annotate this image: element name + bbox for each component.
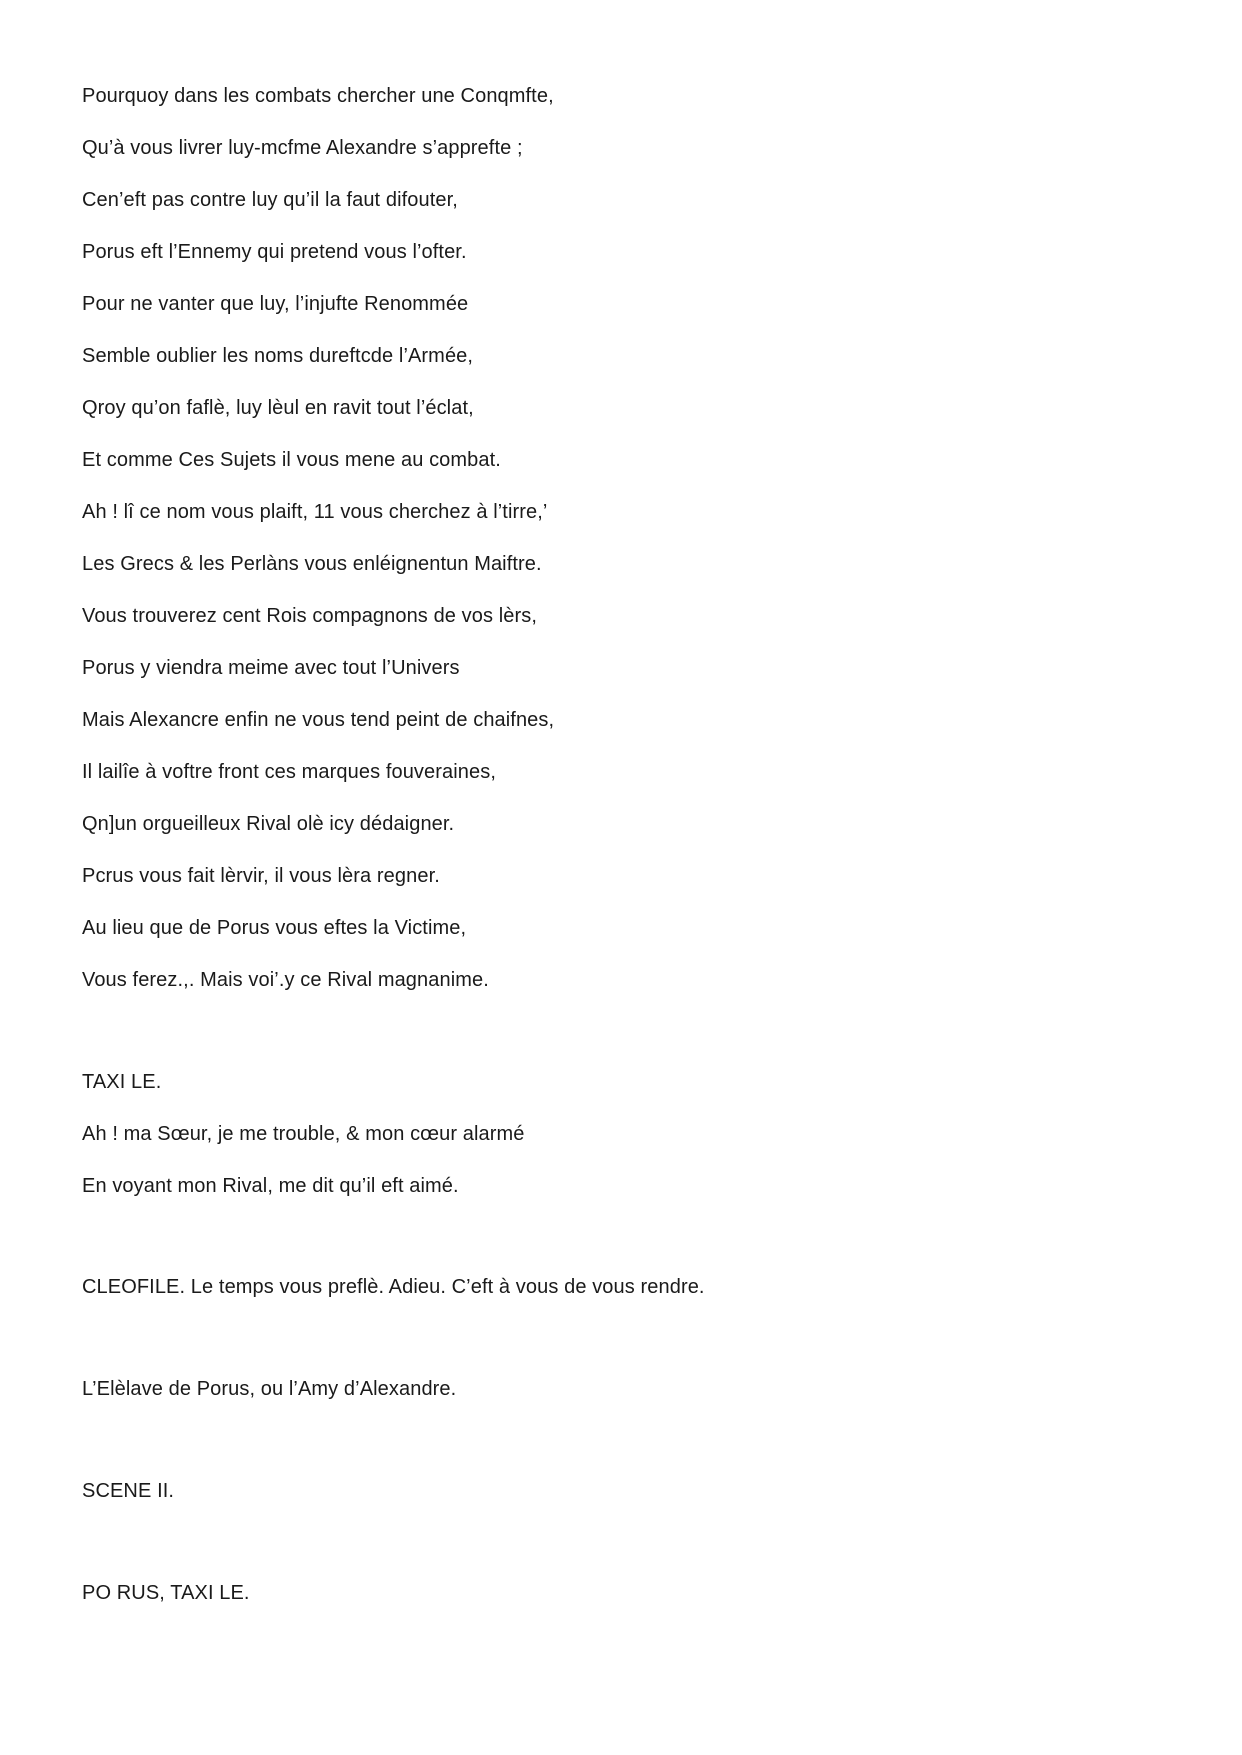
verse-line: Qroy qu’on faflè, luy lèul en ravit tout l’éclat,	[82, 397, 474, 419]
speaker-name: TAXI LE.	[82, 1071, 162, 1093]
verse-line: Les Grecs & les Perlàns vous enléignentun Maiftre.	[82, 553, 542, 575]
verse-line: Au lieu que de Porus vous eftes la Victime,	[82, 917, 467, 939]
verse-line: Pcrus vous fait lèrvir, il vous lèra regner.	[82, 865, 440, 887]
verse-line: En voyant mon Rival, me dit qu’il eft aimé.	[82, 1175, 459, 1197]
scene-characters: PO RUS, TAXI LE.	[82, 1582, 250, 1604]
verse-line: Vous ferez.,. Mais voi’.y ce Rival magnanime.	[82, 969, 489, 991]
verse-line: Vous trouverez cent Rois compagnons de vos lèrs,	[82, 605, 538, 627]
verse-line: Pourquoy dans les combats chercher une Conqmfte,	[82, 85, 554, 107]
verse-line: Cen’eft pas contre luy qu’il la faut difouter,	[82, 189, 458, 211]
verse-line: Ah ! ma Sœur, je me trouble, & mon cœur alarmé	[82, 1123, 525, 1145]
scene-heading: SCENE II.	[82, 1480, 175, 1502]
verse-line: Porus y viendra meime avec tout l’Univers	[82, 657, 460, 679]
cleofile-line-2: L’Elèlave de Porus, ou l’Amy d’Alexandre.	[82, 1378, 457, 1400]
verse-line: Qu’à vous livrer luy-mcfme Alexandre s’apprefte ;	[82, 137, 523, 159]
cleofile-line: CLEOFILE. Le temps vous preflè. Adieu. C’eft à vous de vous rendre.	[82, 1276, 705, 1298]
verse-line: Ah ! lî ce nom vous plaift, 11 vous cherchez à l’tirre,’	[82, 501, 548, 523]
verse-line: Semble oublier les noms dureftcde l’Armée,	[82, 345, 474, 367]
verse-line: Porus eft l’Ennemy qui pretend vous l’ofter.	[82, 241, 467, 263]
verse-line: Qn]un orgueilleux Rival olè icy dédaigner.	[82, 813, 455, 835]
verse-line: Et comme Ces Sujets il vous mene au combat.	[82, 449, 501, 471]
verse-line: Il lailîe à voftre front ces marques fouveraines,	[82, 761, 496, 783]
verse-line: Mais Alexancre enfin ne vous tend peint de chaifnes,	[82, 709, 555, 731]
verse-line: Pour ne vanter que luy, l’injufte Renommée	[82, 293, 469, 315]
